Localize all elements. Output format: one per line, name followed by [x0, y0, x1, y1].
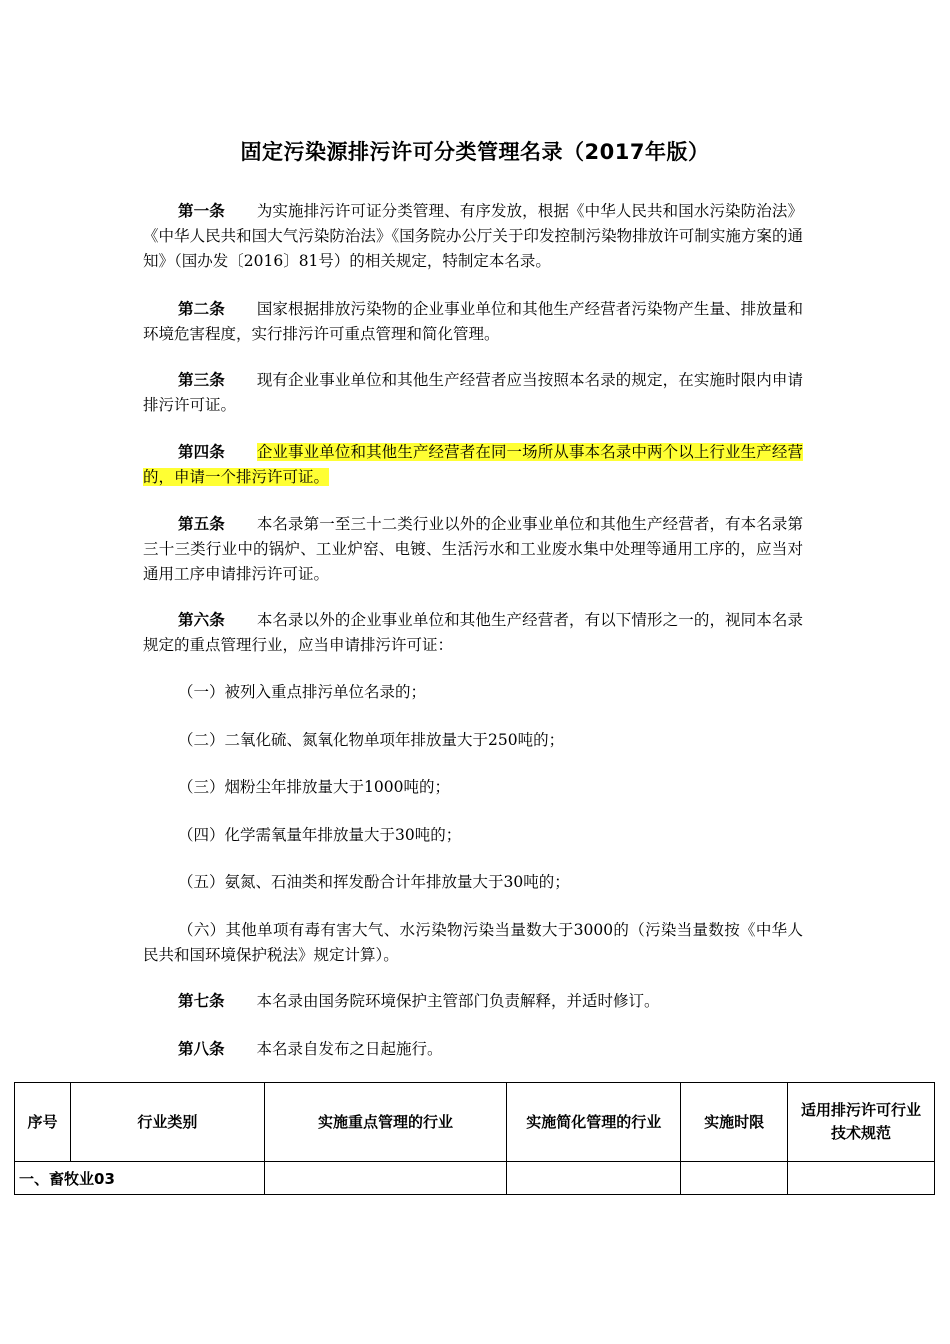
column-header-industry: 行业类别 — [70, 1083, 264, 1162]
article-head: 第八条 — [178, 1040, 225, 1058]
column-header-technical-spec: 适用排污许可行业技术规范 — [788, 1083, 935, 1162]
list-item: （六）其他单项有毒有害大气、水污染物污染当量数大于3000的（污染当量数按《中华人民共和国环境保护税法》规定计算）。 — [143, 921, 803, 964]
article-head: 第三条 — [178, 371, 225, 389]
article-6 — [143, 608, 803, 658]
table-cell — [681, 1162, 788, 1195]
section-label: 一、畜牧业03 — [15, 1162, 265, 1195]
article-3 — [143, 368, 803, 418]
table-header-row — [15, 1083, 935, 1162]
document-title: 固定污染源排污许可分类管理名录（2017年版） — [240, 140, 710, 164]
article-text: 为实施排污许可证分类管理、有序发放，根据《中华人民共和国水污染防治法》《中华人民共和国大气污染防治法》《国务院办公厅关于印发控制污染物排放许可制实施方案的通知》（国办发〔2016〕81号）的相关规定，特制定本名录。 — [143, 202, 803, 270]
article-5 — [143, 512, 803, 587]
article-head: 第六条 — [178, 611, 225, 629]
article-2 — [143, 297, 803, 347]
article-head: 第七条 — [178, 992, 225, 1010]
list-item: （一）被列入重点排污单位名录的； — [178, 683, 427, 701]
list-item: （四）化学需氧量年排放量大于30吨的； — [178, 826, 462, 844]
article-head: 第四条 — [178, 443, 225, 461]
list-item: （五）氨氮、石油类和挥发酚合计年排放量大于30吨的； — [178, 873, 570, 891]
article-text: 本名录第一至三十二类行业以外的企业事业单位和其他生产经营者，有本名录第三十三类行业中的锅炉、工业炉窑、电镀、生活污水和工业废水集中处理等通用工序的，应当对通用工序申请排污许可证。 — [143, 515, 803, 583]
article-head: 第二条 — [178, 300, 225, 318]
table-row — [15, 1162, 935, 1195]
table-cell — [788, 1162, 935, 1195]
highlighted-text: 企业事业单位和其他生产经营者在同一场所从事本名录中两个以上行业生产经营的，申请一个排污许可证。 — [143, 443, 803, 486]
list-item: （三）烟粉尘年排放量大于1000吨的； — [178, 778, 450, 796]
article-head: 第五条 — [178, 515, 225, 533]
table-cell — [264, 1162, 507, 1195]
article-head: 第一条 — [178, 202, 225, 220]
article-text: 本名录由国务院环境保护主管部门负责解释，并适时修订。 — [256, 992, 660, 1010]
article-text: 国家根据排放污染物的企业事业单位和其他生产经营者污染物产生量、排放量和环境危害程度，实行排污许可重点管理和简化管理。 — [143, 300, 803, 343]
column-header-index: 序号 — [15, 1083, 71, 1162]
column-header-simplified-management: 实施简化管理的行业 — [507, 1083, 681, 1162]
article-4 — [143, 440, 803, 490]
article-text: 本名录以外的企业事业单位和其他生产经营者，有以下情形之一的，视同本名录规定的重点管理行业，应当申请排污许可证： — [143, 611, 803, 654]
column-header-deadline: 实施时限 — [681, 1083, 788, 1162]
table-cell — [507, 1162, 681, 1195]
article-7 — [143, 989, 803, 1014]
article-1 — [143, 199, 803, 274]
list-item: （二）二氧化硫、氮氧化物单项年排放量大于250吨的； — [178, 731, 565, 749]
catalog-table — [14, 1082, 935, 1195]
column-header-key-management: 实施重点管理的行业 — [264, 1083, 507, 1162]
article-8 — [143, 1037, 803, 1062]
article-text: 现有企业事业单位和其他生产经营者应当按照本名录的规定，在实施时限内申请排污许可证。 — [143, 371, 803, 414]
article-text: 本名录自发布之日起施行。 — [256, 1040, 443, 1058]
